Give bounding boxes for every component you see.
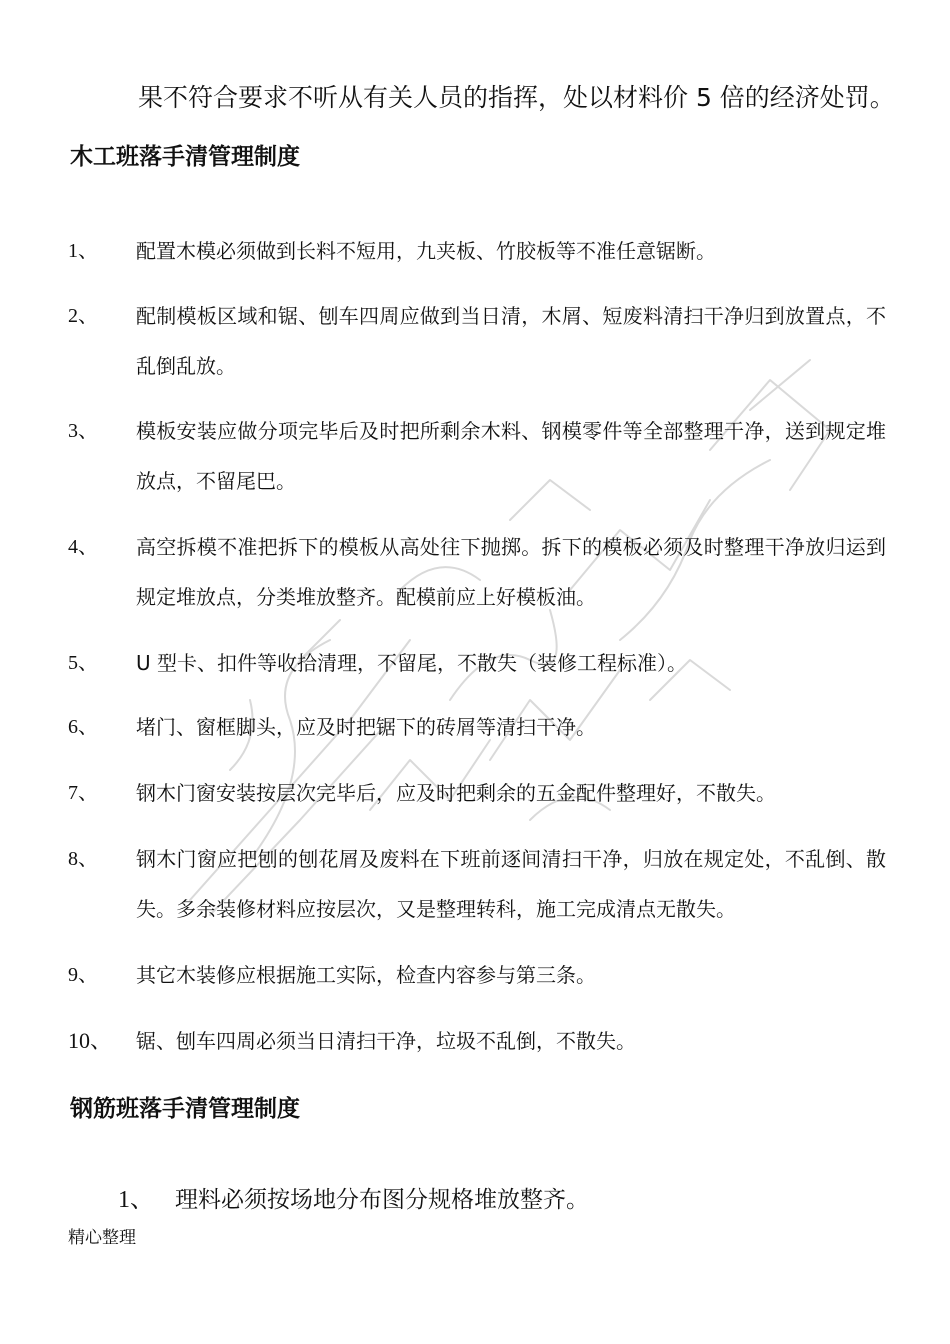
item-text: 钢木门窗应把刨的刨花屑及废料在下班前逐间清扫干净，归放在规定处，不乱倒、散失。多余装修材料应按层次，又是整理转科，施工完成清点无散失。 [136, 847, 886, 921]
item-number: 4、 [68, 536, 98, 558]
item-text: 锯、刨车四周必须当日清扫干净，垃圾不乱倒，不散失。 [136, 1029, 636, 1053]
item-text: 配制模板区域和锯、刨车四周应做到当日清，木屑、短废料清扫干净归到放置点，不乱倒乱放。 [136, 304, 886, 378]
item-number: 1、 [68, 240, 98, 262]
item-number: 9、 [68, 964, 98, 986]
item-text: U 型卡、扣件等收拾清理，不留尾，不散失（装修工程标准）。 [136, 651, 687, 675]
item-text: 钢木门窗安装按层次完毕后，应及时把剩余的五金配件整理好，不散失。 [136, 781, 776, 805]
item-number: 3、 [68, 420, 98, 442]
item-number: 1、 [118, 1187, 154, 1213]
item-text: 堵门、窗框脚头，应及时把锯下的砖屑等清扫干净。 [136, 715, 596, 739]
item-number: 5、 [68, 652, 98, 674]
item-number: 10、 [68, 1028, 113, 1053]
item-text: 理料必须按场地分布图分规格堆放整齐。 [175, 1187, 589, 1213]
item-text: 配置木模必须做到长料不短用，九夹板、竹胶板等不准任意锯断。 [136, 239, 716, 263]
section-heading-rebar: 钢筋班落手清管理制度 [70, 1095, 300, 1122]
item-number: 6、 [68, 716, 98, 738]
item-text: 模板安装应做分项完毕后及时把所剩余木料、钢模零件等全部整理干净，送到规定堆放点，不留尾巴。 [136, 419, 886, 493]
item-text: 高空拆模不准把拆下的模板从高处往下抛掷。拆下的模板必须及时整理干净放归运到规定堆放点，分类堆放整齐。配模前应上好模板油。 [136, 535, 886, 609]
item-text: 其它木装修应根据施工实际，检查内容参与第三条。 [136, 963, 596, 987]
continuation-paragraph: 果不符合要求不听从有关人员的指挥，处以材料价 5 倍的经济处罚。 [138, 83, 895, 112]
section-heading-carpentry: 木工班落手清管理制度 [70, 143, 300, 170]
page-footer: 精心整理 [68, 1228, 136, 1248]
item-number: 8、 [68, 848, 98, 870]
item-number: 7、 [68, 782, 98, 804]
item-number: 2、 [68, 305, 98, 327]
